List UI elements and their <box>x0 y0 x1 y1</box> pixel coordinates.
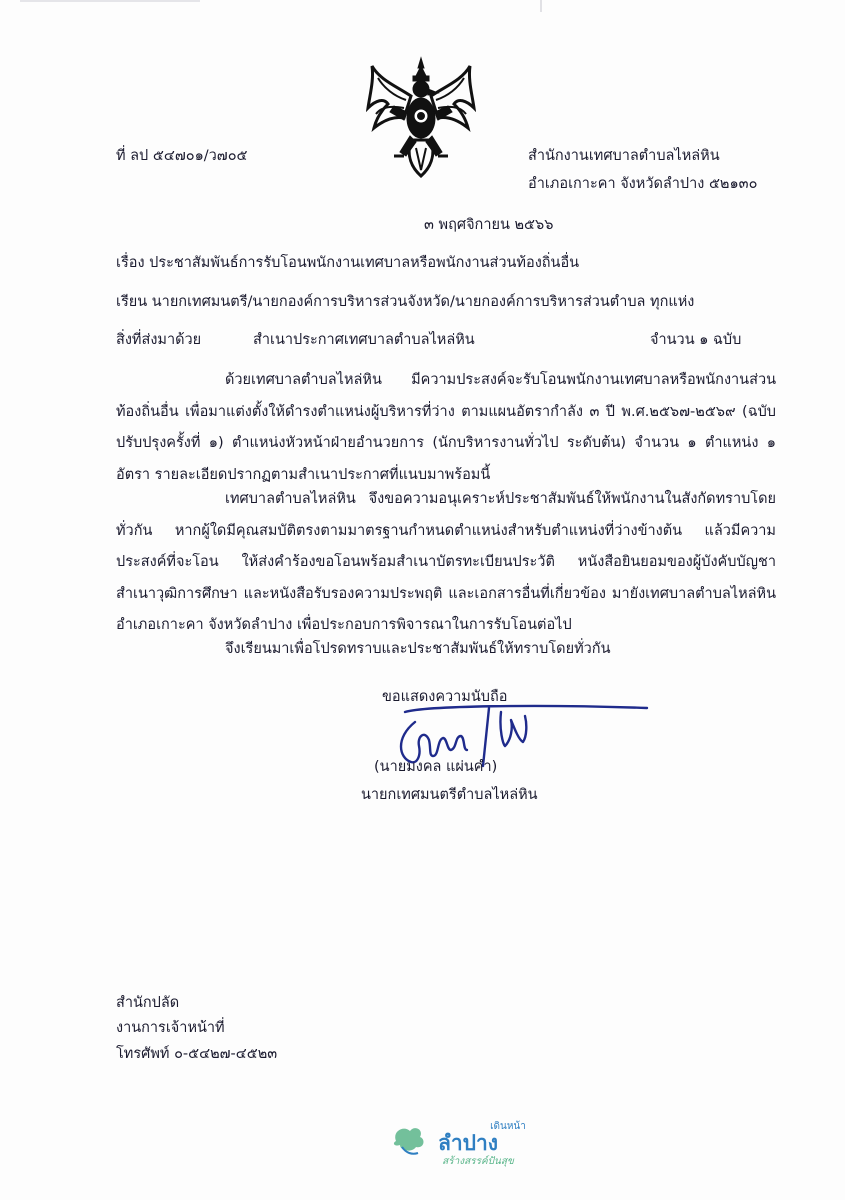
enclosure-quantity: จำนวน ๑ ฉบับ <box>650 332 742 348</box>
regards-text: ขอแสดงความนับถือ <box>382 689 508 705</box>
scan-mark <box>20 0 200 10</box>
scan-mark <box>540 0 572 12</box>
footer-section: งานการเจ้าหน้าที่ <box>116 1020 225 1036</box>
signatory-name: (นายมงคล แผ่นคำ) <box>374 759 498 775</box>
body-paragraph-2: เทศบาลตำบลไหล่หิน จึงขอความอนุเคราะห์ประชาสัมพันธ์ให้พนักงานในสังกัดทราบโดยทั่วกัน หากผู้ใดมีคุณสมบัติตรงตามมาตรฐานกำหนดตำแหน่งสำหรับตำแหน่งที่ว่างข้างต้น แล้วมีความประสงค์ที่จะโอน ให้ส่งคำร้องขอโอนพร้อมสำเนาบัตรทะเบียนประวัติ หนังสือยินยอมของผู้บังคับบัญชา สำเนาวุฒิการศึกษา และหนังสือรับรองความประพฤติ และเอกสารอื่นที่เกี่ยวข้อง มายังเทศบาลตำบลไหล่หิน อำเภอเกาะคา จังหวัดลำปาง เพื่อประกอบการพิจารณาในการรับโอนต่อไป <box>116 491 776 633</box>
footer-phone: โทรศัพท์ ๐-๕๔๒๗-๔๕๒๓ <box>116 1046 278 1062</box>
office-name: สำนักงานเทศบาลตำบลไหล่หิน <box>528 148 720 164</box>
closing-line: จึงเรียนมาเพื่อโปรดทราบและประชาสัมพันธ์ให้ทราบโดยทั่วกัน <box>225 641 611 657</box>
subject-line: เรื่อง ประชาสัมพันธ์การรับโอนพนักงานเทศบาลหรือพนักงานส่วนท้องถิ่นอื่น <box>116 255 580 271</box>
enclosure-item: สำเนาประกาศเทศบาลตำบลไหล่หิน <box>253 332 475 348</box>
signatory-position: นายกเทศมนตรีตำบลไหล่หิน <box>361 787 538 803</box>
office-address: อำเภอเกาะคา จังหวัดลำปาง ๕๒๑๓๐ <box>528 176 758 192</box>
logo-main-text: ลำปาง <box>437 1131 499 1155</box>
footer-division: สำนักปลัด <box>116 995 180 1011</box>
logo-bottom-text: สร้างสรรค์ปันสุข <box>442 1156 514 1167</box>
document-date: ๓ พฤศจิกายน ๒๕๖๖ <box>424 217 554 233</box>
logo-top-text: เดินหน้า <box>490 1121 526 1132</box>
recipient-line: เรียน นายกเทศมนตรี/นายกองค์การบริหารส่วนจังหวัด/นายกองค์การบริหารส่วนตำบล ทุกแห่ง <box>116 294 695 310</box>
body-paragraph-1: ด้วยเทศบาลตำบลไหล่หิน มีความประสงค์จะรับโอนพนักงานเทศบาลหรือพนักงานส่วนท้องถิ่นอื่น เพื่อมาแต่งตั้งให้ดำรงตำแหน่งผู้บริหารที่ว่าง ตามแผนอัตรากำลัง ๓ ปี พ.ศ.๒๕๖๗-๒๕๖๙ (ฉบับปรับปรุงครั้งที่ ๑) ตำแหน่งหัวหน้าฝ่ายอำนวยการ (นักบริหารงานทั่วไป ระดับต้น) จำนวน ๑ ตำแหน่ง ๑ อัตรา รายละเอียดปรากฏตามสำเนาประกาศที่แนบมาพร้อมนี้ <box>116 372 776 483</box>
document-number: ที่ ลป ๕๔๗๐๑/ว๗๐๕ <box>116 148 248 164</box>
garuda-emblem <box>366 56 476 178</box>
lampang-logo <box>390 1117 540 1169</box>
enclosure-label: สิ่งที่ส่งมาด้วย <box>116 332 202 348</box>
